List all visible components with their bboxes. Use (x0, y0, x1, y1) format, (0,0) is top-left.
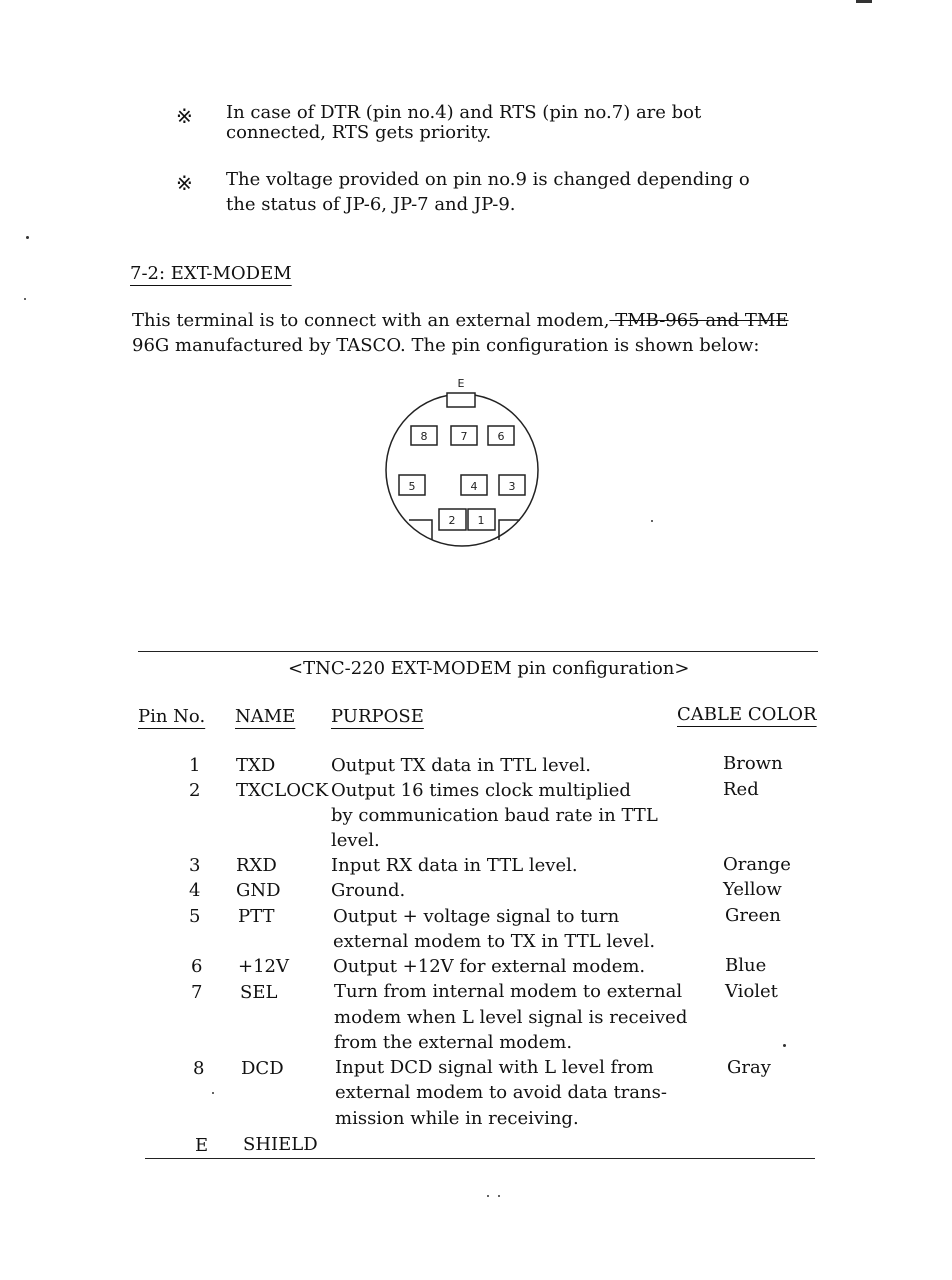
pin-4-box (461, 475, 487, 495)
cell-purpose: external modem to TX in TTL level. (333, 931, 656, 952)
cell-pin: 5 (189, 906, 201, 927)
cell-purpose: Output TX data in TTL level. (331, 755, 591, 776)
cell-purpose: external modem to avoid data trans- (335, 1082, 667, 1103)
pin-E-box (447, 393, 475, 407)
paragraph-text: This terminal is to connect with an external modem, (132, 310, 610, 331)
connector-outline (386, 394, 538, 546)
cell-purpose: Output 16 times clock multiplied (331, 780, 631, 801)
cell-purpose: from the external modem. (334, 1032, 573, 1053)
pin-2-box (439, 509, 466, 530)
cell-name: RXD (236, 855, 277, 876)
cell-purpose: by communication baud rate in TTL (331, 805, 658, 826)
note-1-line-2: connected, RTS gets priority. (226, 122, 492, 143)
section-paragraph-line-2: 96G manufactured by TASCO. The pin configuration is shown below: (132, 335, 760, 356)
cell-name: TXCLOCK (236, 780, 329, 801)
scan-speck (498, 1195, 500, 1197)
cell-color: Red (723, 779, 759, 800)
scan-speck (212, 1092, 214, 1094)
cell-name: +12V (238, 956, 289, 977)
pin-label-7: 7 (460, 430, 468, 443)
scan-speck (26, 236, 29, 239)
scan-speck (24, 298, 26, 300)
table-top-rule (138, 651, 818, 652)
cell-color: Yellow (723, 879, 782, 900)
cell-purpose: modem when L level signal is received (334, 1007, 688, 1028)
cell-pin: 6 (191, 956, 203, 977)
table-caption: <TNC-220 EXT-MODEM pin configuration> (288, 658, 690, 679)
note-bullet-icon: ※ (176, 104, 193, 128)
cell-pin: 7 (191, 982, 203, 1003)
cell-pin: E (195, 1135, 209, 1156)
pin-5-box (399, 475, 425, 495)
header-pin-no: Pin No. (138, 706, 206, 727)
section-paragraph-line-1 (132, 308, 789, 333)
pin-8-box (411, 426, 437, 445)
cell-color: Gray (727, 1057, 771, 1078)
header-name: NAME (235, 706, 296, 727)
cell-color: Green (725, 905, 781, 926)
paragraph-struck-text: TMB-965 and TME (609, 310, 789, 331)
note-1-line-1: In case of DTR (pin no.4) and RTS (pin no.7) are bot (226, 102, 702, 123)
header-cable-color: CABLE COLOR (677, 704, 817, 725)
cell-color: Blue (725, 955, 767, 976)
scan-speck (651, 520, 653, 522)
cell-name: SHIELD (243, 1134, 318, 1155)
pin-label-3: 3 (508, 480, 516, 493)
cell-name: SEL (240, 982, 278, 1003)
pin-label-5: 5 (408, 480, 416, 493)
header-purpose: PURPOSE (331, 706, 424, 727)
cell-purpose: mission while in receiving. (335, 1108, 579, 1129)
note-2-line-2: the status of JP-6, JP-7 and JP-9. (226, 194, 516, 215)
pin-label-6: 6 (497, 430, 505, 443)
cell-color: Orange (723, 854, 791, 875)
connector-key-left (409, 520, 432, 540)
pin-7-box (451, 426, 477, 445)
connector-key-right (499, 520, 520, 540)
cell-purpose: level. (331, 830, 380, 851)
note-bullet-icon: ※ (176, 171, 193, 195)
cell-purpose: Turn from internal modem to external (334, 981, 683, 1002)
pin-6-box (488, 426, 514, 445)
cell-purpose: Output +12V for external modem. (333, 956, 646, 977)
scan-speck (487, 1195, 489, 1197)
note-2-line-1: The voltage provided on pin no.9 is changed depending o (226, 169, 750, 190)
cell-name: GND (236, 880, 281, 901)
cell-color: Violet (725, 981, 778, 1002)
cell-pin: 4 (189, 880, 201, 901)
cell-purpose: Input DCD signal with L level from (335, 1057, 654, 1078)
cell-name: DCD (241, 1058, 284, 1079)
cell-name: TXD (236, 755, 276, 776)
pin-3-box (499, 475, 525, 495)
pin-label-4: 4 (470, 480, 478, 493)
cell-purpose: Output + voltage signal to turn (333, 906, 620, 927)
cell-color: Brown (723, 753, 783, 774)
table-bottom-rule (145, 1158, 815, 1159)
cell-pin: 8 (193, 1058, 205, 1079)
cell-name: PTT (238, 906, 275, 927)
pin-label-8: 8 (420, 430, 428, 443)
scan-edge-mark (856, 0, 872, 3)
pin-label-1: 1 (477, 514, 485, 527)
cell-pin: 1 (189, 755, 201, 776)
cell-purpose: Input RX data in TTL level. (331, 855, 578, 876)
section-heading: 7-2: EXT-MODEM (130, 263, 292, 284)
cell-purpose: Ground. (331, 880, 406, 901)
cell-pin: 3 (189, 855, 201, 876)
pin-1-box (468, 509, 495, 530)
cell-pin: 2 (189, 780, 201, 801)
pin-label-2: 2 (448, 514, 456, 527)
pin-label-E: E (457, 377, 465, 390)
scan-speck (783, 1044, 786, 1047)
